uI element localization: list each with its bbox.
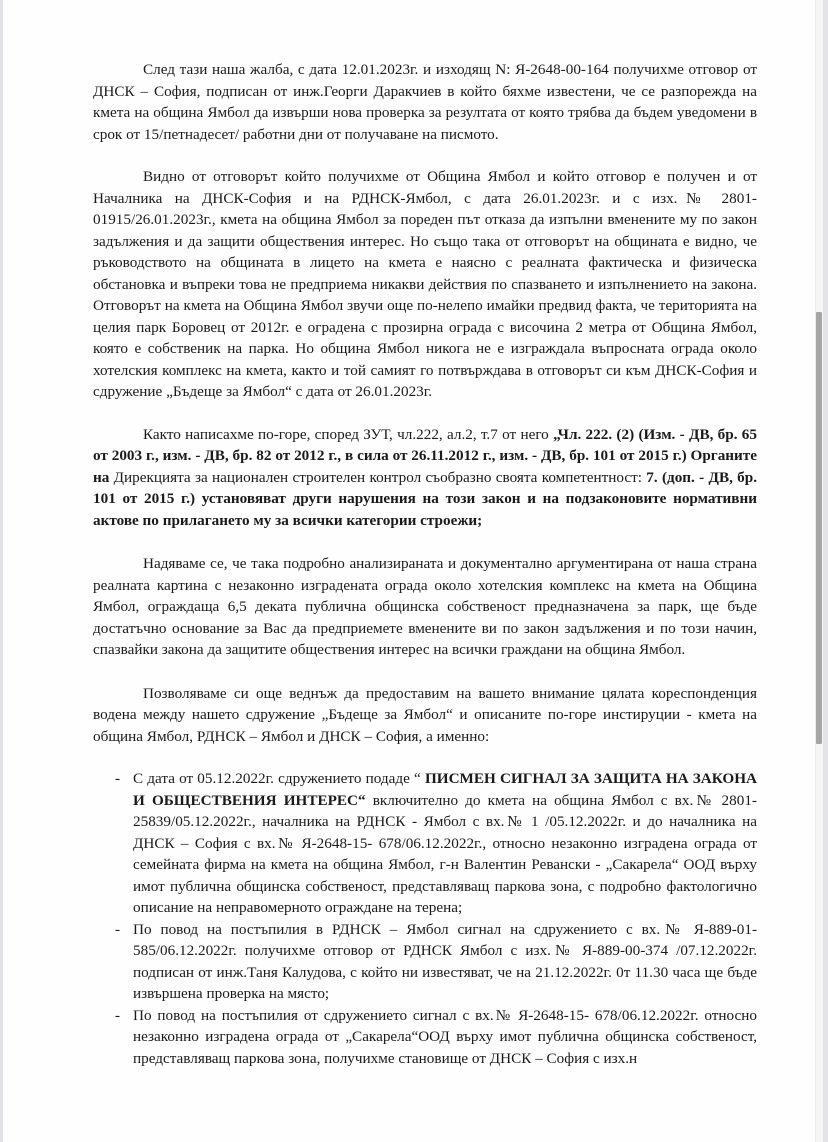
paragraph-municipality-response: Видно от отговорът който получихме от Община Ямбол и който отговор е получен и от Началника на ДНСК-София и на РДНСК-Ямбол, с дата 26.01.2023г. и с изх.№ 2801-01915/26.01.2023г., кмета на община Ямбол за пореден път отказа да изпълни вменените му по закон задължения и да защити обществения интерес. Но също така от отговорът на общината е видно, че ръководството на общината в лицето на кмета е наясно с реалната фактическа и физическа обстановка и въпреки това не предприема никакви действия по спазването и изпълнението на закона. Отговорът на кмета на Община Ямбол звучи още по-нелепо имайки предвид факта, че територията на целия парк Боровец от 2012г. е оградена с прозирна ограда с височина 2 метра от Община Ямбол, която е собственик на парка. Но община Ямбол никога не е изграждала въпросната ограда около хотелския комплекс на кмета, както и той самият го потвърждава в отговорът си към ДНСК-София и сдружение „Бъдеще за Ямбол“ с дата от 26.01.2023г.	[93, 168, 757, 400]
list-item-text: По повод на постъпилия в РДНСК – Ямбол сигнал на сдружението с вх.№ Я-889-01-585/06.12.2022г. получихме отговор от РДНСК Ямбол с изх.№ Я-889-00-374 /07.12.2022г. подписан от инж.Таня Калудова, с който ни известяват, че на 21.12.2022г. 0т 11.30 часа ще бъде извършена проверка на място;	[133, 920, 757, 1002]
paragraph-law-citation	[93, 424, 757, 532]
paragraph-correspondence-intro: Позволяваме си още веднъж да предоставим на вашето внимание цялата кореспонденция водена между нашето сдружение „Бъдеще за Ямбол“ и описаните по-горе инстируции - кмета на община Ямбол, РДНСК – Ямбол и ДНСК – София, а именно:	[93, 684, 757, 745]
dash-bullet-icon: -	[115, 770, 121, 787]
list-item	[93, 919, 757, 1005]
list-item	[93, 1005, 757, 1070]
paragraph-complaint-response: След тази наша жалба, с дата 12.01.2023г. и изходящ N: Я-2648-00-164 получихме отговор от ДНСК – София, подписан от инж.Георги Даракчиев в който бяхме известени, че се разпорежда на кмета на община Ямбол да извърши нова проверка за резултата от която трябва да бъдем уведомени в срок от 15/петнадесет/ работни дни от получаване на писмото.	[93, 61, 757, 143]
document-page	[3, 0, 809, 1142]
law-citation-plain: Дирекцията за национален строителен контрол съобразно своята компетентност:	[109, 468, 647, 486]
paragraph-hope: Надяваме се, че така подробно анализираната и документално аргументирана от наша страна реалната картина с незаконно изградената ограда около хотелския комплекс на кмета на Община Ямбол, ограждаща 6,5 деката публична общинска собственост предназначена за парк, ще бъде достатъчно основание за Вас да предприемете вменените ви по закон задължения и по този начин, спазвайки закона да защитите обществения интерес на всички граждани на община Ямбол.	[93, 555, 757, 658]
dash-bullet-icon: -	[115, 1006, 121, 1024]
list-item-text: включително до кмета на община Ямбол с вх.№ 2801-25839/05.12.2022г., началника на РДНСК - Ямбол с вх.№ 1 /05.12.2022г. и до началника на ДНСК – София с вх.№ Я-2648-15- 678/06.12.2022г., относно незаконно изградена ограда от семейната фирма на кмета на община Ямбол, г-н Валентин Ревански - „Сакарела“ ООД върху имот публична общинска собственост, представляващ паркова зона, с подробно фактологично описание на неправомерното ограждане на терена;	[133, 791, 757, 916]
law-citation-intro: Както написахме по-горе, според ЗУТ, чл.222, ал.2, т.7 от него	[143, 425, 554, 443]
list-item	[93, 768, 757, 919]
list-item-bold-title: ПИСМЕН СИГНАЛ ЗА ЗАЩИТА НА ЗАКОНА И ОБЩЕСТВЕНИЯ ИНТЕРЕС“	[133, 770, 757, 809]
vertical-scrollbar-thumb[interactable]	[816, 312, 822, 744]
document-body	[93, 59, 757, 1069]
dash-bullet-icon: -	[115, 920, 121, 938]
list-item-text: С дата от 05.12.2022г. сдружението подаде “	[133, 770, 425, 787]
law-citation-bold-1: „Чл. 222. (2) (Изм. - ДВ, бр. 65 от 2003 г., изм. - ДВ, бр. 82 от 2012 г., в сила от 26.11.2012 г., изм. - ДВ, бр. 101 от 2015 г.) Органите на	[93, 425, 757, 486]
viewer-right-edge	[823, 0, 828, 1142]
correspondence-list	[93, 768, 757, 1069]
law-citation-bold-2: 7. (доп. - ДВ, бр. 101 от 2015 г.) установяват други нарушения на този закон и на подзаконовите нормативни актове по прилагането му за всички категории строежи;	[93, 468, 758, 529]
list-item-text: По повод на постъпилия от сдружението сигнал с вх.№ Я-2648-15- 678/06.12.2022г. относно незаконно изградена ограда от „Сакарела“ООД върху имот публична общинска собственост, представляващ паркова зона, получихме становище от ДНСК – София с изх.н	[133, 1006, 757, 1067]
